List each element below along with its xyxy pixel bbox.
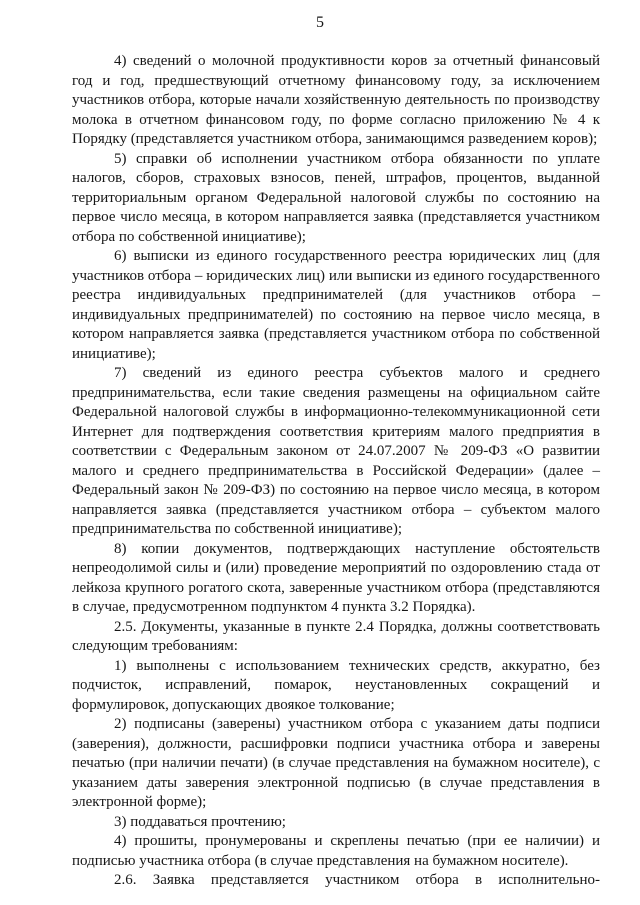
requirement-4-bound-numbered: 4) прошиты, пронумерованы и скреплены печатью (при ее наличии) и подписью участника отбора (в случае представления на бумажном носителе). — [72, 833, 600, 869]
requirement-2-signed-certified: 2) подписаны (заверены) участником отбора с указанием даты подписи (заверения), должности, расшифровки подписи участника отбора и заверены печатью (при наличии печати) (в случае представления на бумажном носителе), с указанием даты заверения электронной подписью (в случае представления в электронной форме); — [72, 716, 600, 810]
document-body — [72, 52, 600, 891]
paragraph-item-6-registry-extract: 6) выписки из единого государственного реестра юридических лиц (для участников отбора – юридических лиц) или выписки из единого государственного реестра индивидуальных предпринимателей (для участников отбора – индивидуальных предпринимателей) по состоянию на первое число месяца, в котором направляется заявка (представляется участником отбора по собственной инициативе); — [72, 248, 600, 362]
paragraph-item-8-force-majeure-documents: 8) копии документов, подтверждающих наступление обстоятельств непреодолимой силы и (или) проведение мероприятий по оздоровлению стада от лейкоза крупного рогатого скота, заверенные участником отбора (представляются в случае, предусмотренном подпунктом 4 пункта 3.2 Порядка). — [72, 540, 600, 615]
paragraph-2-5-requirements: 2.5. Документы, указанные в пункте 2.4 Порядка, должны соответствовать следующим требованиям: — [72, 618, 600, 654]
requirement-1-technical-means: 1) выполнены с использованием технических средств, аккуратно, без подчисток, исправлений, помарок, неустановленных сокращений и формулировок, допускающих двоякое толкование; — [72, 657, 600, 713]
paragraph-2-6-application: 2.6. Заявка представляется участником отбора в исполнительно- — [114, 872, 600, 888]
page-number: 5 — [316, 14, 324, 31]
paragraph-item-7-sme-registry: 7) сведений из единого реестра субъектов малого и среднего предпринимательства, если такие сведения размещены на официальном сайте Федеральной налоговой службы в информационно-телекоммуникационной сети Интернет для подтверждения соответствия критериям малого предприятия в соответствии с Федеральным законом от 24.07.2007 № 209-ФЗ «О развитии малого и среднего предпринимательства в Российской Федерации» (далее – Федеральный закон № 209-ФЗ) по состоянию на первое число месяца, в котором направляется заявка (представляется участником отбора – субъектом малого предпринимательства по собственной инициативе); — [72, 365, 600, 537]
paragraph-item-5-tax-certificate: 5) справки об исполнении участником отбора обязанности по уплате налогов, сборов, страховых взносов, пеней, штрафов, процентов, выданной территориальным органом Федеральной налоговой службы по состоянию на первое число месяца, в котором направляется заявка (представляется участником отбора по собственной инициативе); — [72, 150, 600, 245]
paragraph-item-4-milk-productivity: 4) сведений о молочной продуктивности коров за отчетный финансовый год и год, предшествующий отчетному финансовому году, за исключением участников отбора, которые начали хозяйственную деятельность по производству молока в отчетном финансовом году, по форме согласно приложению № 4 к Порядку (представляется участником отбора, занимающимся разведением коров); — [72, 53, 600, 147]
requirement-3-readable: 3) поддаваться прочтению; — [114, 813, 286, 830]
